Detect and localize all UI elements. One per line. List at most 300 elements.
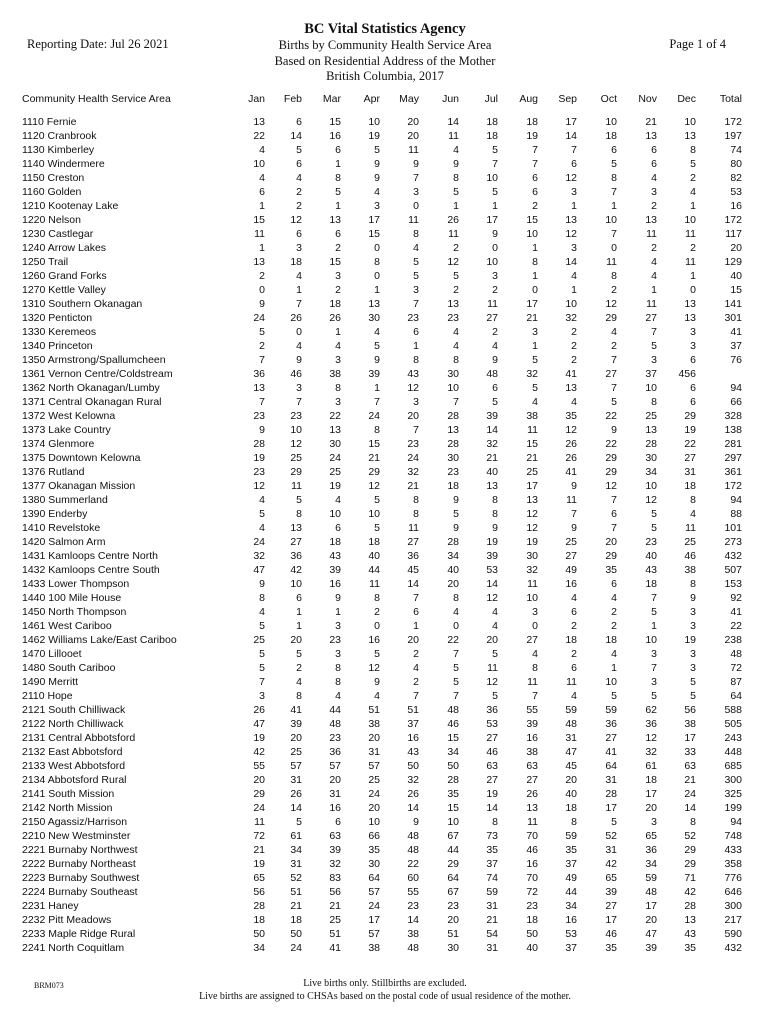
table-row bbox=[22, 507, 742, 521]
area-name-cell: 2221 Burnaby Northwest bbox=[22, 844, 138, 856]
count-cell: 40 bbox=[730, 270, 742, 282]
count-cell: 65 bbox=[253, 872, 265, 884]
count-cell: 16 bbox=[329, 578, 341, 590]
count-cell: 5 bbox=[453, 508, 459, 520]
count-cell: 11 bbox=[254, 228, 265, 240]
count-cell: 13 bbox=[526, 494, 538, 506]
count-cell: 72 bbox=[730, 662, 742, 674]
count-cell: 39 bbox=[486, 550, 498, 562]
table-row bbox=[22, 619, 742, 633]
count-cell: 12 bbox=[645, 732, 657, 744]
area-name-cell: 1120 Cranbrook bbox=[22, 130, 97, 142]
count-cell: 6 bbox=[335, 816, 341, 828]
column-header-mar: Mar bbox=[322, 93, 341, 105]
count-cell: 19 bbox=[684, 424, 696, 436]
count-cell: 34 bbox=[290, 844, 302, 856]
table-row bbox=[22, 829, 742, 843]
count-cell: 45 bbox=[407, 564, 419, 576]
count-cell: 10 bbox=[565, 298, 577, 310]
count-cell: 57 bbox=[368, 928, 380, 940]
count-cell: 8 bbox=[413, 494, 419, 506]
count-cell: 34 bbox=[253, 942, 265, 954]
area-name-cell: 1371 Central Okanagan Rural bbox=[22, 396, 162, 408]
count-cell: 8 bbox=[532, 256, 538, 268]
count-cell: 19 bbox=[253, 732, 265, 744]
count-cell: 199 bbox=[724, 802, 742, 814]
count-cell: 36 bbox=[290, 550, 302, 562]
count-cell: 9 bbox=[453, 158, 459, 170]
count-cell: 4 bbox=[651, 256, 657, 268]
table-row bbox=[22, 885, 742, 899]
count-cell: 34 bbox=[645, 858, 657, 870]
count-cell: 13 bbox=[645, 130, 657, 142]
count-cell: 26 bbox=[526, 788, 538, 800]
table-row bbox=[22, 395, 742, 409]
count-cell: 5 bbox=[492, 396, 498, 408]
count-cell: 64 bbox=[447, 872, 459, 884]
count-cell: 13 bbox=[447, 298, 459, 310]
count-cell: 243 bbox=[724, 732, 742, 744]
count-cell: 24 bbox=[253, 536, 265, 548]
count-cell: 5 bbox=[690, 676, 696, 688]
count-cell: 22 bbox=[730, 620, 742, 632]
count-cell: 9 bbox=[374, 676, 380, 688]
count-cell: 5 bbox=[611, 690, 617, 702]
count-cell: 24 bbox=[290, 942, 302, 954]
area-name-cell: 1310 Southern Okanagan bbox=[22, 298, 143, 310]
count-cell: 55 bbox=[526, 704, 538, 716]
count-cell: 4 bbox=[413, 242, 419, 254]
count-cell: 7 bbox=[296, 298, 302, 310]
area-name-cell: 1374 Glenmore bbox=[22, 438, 95, 450]
count-cell: 53 bbox=[486, 718, 498, 730]
count-cell: 11 bbox=[487, 662, 498, 674]
count-cell: 456 bbox=[678, 368, 696, 380]
count-cell: 23 bbox=[253, 466, 265, 478]
count-cell: 7 bbox=[453, 396, 459, 408]
count-cell: 23 bbox=[447, 900, 459, 912]
count-cell: 46 bbox=[605, 928, 617, 940]
count-cell: 7 bbox=[571, 508, 577, 520]
count-cell: 9 bbox=[259, 298, 265, 310]
count-cell: 21 bbox=[684, 774, 696, 786]
count-cell: 59 bbox=[645, 872, 657, 884]
count-cell: 4 bbox=[571, 270, 577, 282]
count-cell: 13 bbox=[447, 424, 459, 436]
count-cell: 31 bbox=[486, 900, 498, 912]
area-name-cell: 2224 Burnaby Southeast bbox=[22, 886, 138, 898]
count-cell: 6 bbox=[532, 186, 538, 198]
count-cell: 28 bbox=[605, 788, 617, 800]
count-cell: 5 bbox=[259, 508, 265, 520]
count-cell: 94 bbox=[730, 816, 742, 828]
count-cell: 28 bbox=[645, 438, 657, 450]
report-header bbox=[0, 20, 770, 85]
count-cell: 53 bbox=[730, 186, 742, 198]
count-cell: 1 bbox=[532, 270, 538, 282]
table-row bbox=[22, 801, 742, 815]
count-cell: 12 bbox=[645, 494, 657, 506]
count-cell: 23 bbox=[447, 466, 459, 478]
count-cell: 28 bbox=[253, 438, 265, 450]
count-cell: 18 bbox=[290, 256, 302, 268]
count-cell: 4 bbox=[259, 606, 265, 618]
count-cell: 36 bbox=[329, 746, 341, 758]
count-cell: 27 bbox=[486, 312, 498, 324]
count-cell: 300 bbox=[724, 774, 742, 786]
table-row bbox=[22, 255, 742, 269]
count-cell: 7 bbox=[532, 158, 538, 170]
count-cell: 0 bbox=[453, 620, 459, 632]
count-cell: 3 bbox=[651, 816, 657, 828]
count-cell: 7 bbox=[651, 326, 657, 338]
count-cell: 50 bbox=[407, 760, 419, 772]
count-cell: 32 bbox=[645, 746, 657, 758]
count-cell: 646 bbox=[724, 886, 742, 898]
count-cell: 505 bbox=[724, 718, 742, 730]
count-cell: 17 bbox=[486, 214, 498, 226]
count-cell: 37 bbox=[565, 942, 577, 954]
area-name-cell: 1361 Vernon Centre/Coldstream bbox=[22, 368, 173, 380]
area-name-cell: 1377 Okanagan Mission bbox=[22, 480, 136, 492]
count-cell: 35 bbox=[605, 564, 617, 576]
count-cell: 16 bbox=[730, 200, 742, 212]
count-cell: 13 bbox=[368, 298, 380, 310]
count-cell: 28 bbox=[447, 438, 459, 450]
count-cell: 42 bbox=[253, 746, 265, 758]
count-cell: 7 bbox=[296, 396, 302, 408]
count-cell: 18 bbox=[368, 536, 380, 548]
count-cell: 43 bbox=[407, 746, 419, 758]
count-cell: 83 bbox=[329, 872, 341, 884]
count-cell: 19 bbox=[684, 634, 696, 646]
count-cell: 2 bbox=[571, 648, 577, 660]
count-cell: 1 bbox=[374, 284, 380, 296]
count-cell: 5 bbox=[453, 186, 459, 198]
count-cell: 38 bbox=[684, 564, 696, 576]
count-cell: 5 bbox=[690, 158, 696, 170]
area-name-cell: 1440 100 Mile House bbox=[22, 592, 122, 604]
count-cell: 24 bbox=[368, 788, 380, 800]
count-cell: 59 bbox=[565, 830, 577, 842]
count-cell: 19 bbox=[526, 536, 538, 548]
count-cell: 94 bbox=[730, 382, 742, 394]
count-cell: 1 bbox=[335, 200, 341, 212]
count-cell: 15 bbox=[526, 214, 538, 226]
area-name-cell: 1340 Princeton bbox=[22, 340, 93, 352]
count-cell: 39 bbox=[486, 410, 498, 422]
count-cell: 3 bbox=[532, 326, 538, 338]
count-cell: 6 bbox=[335, 228, 341, 240]
count-cell: 4 bbox=[690, 186, 696, 198]
count-cell: 129 bbox=[724, 256, 742, 268]
count-cell: 9 bbox=[690, 592, 696, 604]
count-cell: 11 bbox=[646, 298, 657, 310]
count-cell: 14 bbox=[684, 802, 696, 814]
count-cell: 12 bbox=[605, 298, 617, 310]
count-cell: 48 bbox=[407, 844, 419, 856]
count-cell: 24 bbox=[329, 452, 341, 464]
count-cell: 41 bbox=[605, 746, 617, 758]
count-cell: 1 bbox=[335, 158, 341, 170]
count-cell: 2 bbox=[374, 606, 380, 618]
table-row bbox=[22, 451, 742, 465]
count-cell: 17 bbox=[684, 732, 696, 744]
area-name-cell: 1260 Grand Forks bbox=[22, 270, 107, 282]
count-cell: 74 bbox=[486, 872, 498, 884]
count-cell: 6 bbox=[296, 228, 302, 240]
count-cell: 51 bbox=[290, 886, 302, 898]
count-cell: 14 bbox=[565, 130, 577, 142]
count-cell: 3 bbox=[413, 396, 419, 408]
count-cell: 21 bbox=[526, 312, 538, 324]
count-cell: 70 bbox=[526, 872, 538, 884]
count-cell: 1 bbox=[532, 340, 538, 352]
count-cell: 9 bbox=[335, 592, 341, 604]
count-cell: 25 bbox=[329, 914, 341, 926]
count-cell: 4 bbox=[453, 144, 459, 156]
count-cell: 29 bbox=[684, 858, 696, 870]
area-name-cell: 2110 Hope bbox=[22, 690, 73, 702]
count-cell: 0 bbox=[492, 242, 498, 254]
table-row bbox=[22, 465, 742, 479]
count-cell: 18 bbox=[565, 634, 577, 646]
count-cell: 42 bbox=[290, 564, 302, 576]
count-cell: 8 bbox=[453, 592, 459, 604]
count-cell: 0 bbox=[259, 284, 265, 296]
area-name-cell: 1390 Enderby bbox=[22, 508, 88, 520]
count-cell: 8 bbox=[335, 662, 341, 674]
count-cell: 19 bbox=[368, 130, 380, 142]
count-cell: 7 bbox=[611, 522, 617, 534]
count-cell: 507 bbox=[724, 564, 742, 576]
count-cell: 37 bbox=[645, 368, 657, 380]
table-row bbox=[22, 297, 742, 311]
count-cell: 27 bbox=[645, 312, 657, 324]
count-cell: 11 bbox=[566, 676, 577, 688]
count-cell: 15 bbox=[447, 802, 459, 814]
count-cell: 3 bbox=[690, 662, 696, 674]
count-cell: 13 bbox=[684, 298, 696, 310]
count-cell: 30 bbox=[447, 942, 459, 954]
count-cell: 14 bbox=[290, 802, 302, 814]
count-cell: 22 bbox=[605, 438, 617, 450]
table-row bbox=[22, 521, 742, 535]
count-cell: 6 bbox=[296, 592, 302, 604]
count-cell: 34 bbox=[447, 746, 459, 758]
count-cell: 40 bbox=[565, 788, 577, 800]
count-cell: 46 bbox=[447, 718, 459, 730]
count-cell: 12 bbox=[407, 382, 419, 394]
area-name-cell: 1362 North Okanagan/Lumby bbox=[22, 382, 160, 394]
count-cell: 4 bbox=[259, 144, 265, 156]
table-row bbox=[22, 577, 742, 591]
count-cell: 11 bbox=[487, 298, 498, 310]
count-cell: 13 bbox=[253, 256, 265, 268]
count-cell: 2 bbox=[453, 284, 459, 296]
area-name-cell: 1490 Merritt bbox=[22, 676, 79, 688]
count-cell: 12 bbox=[486, 676, 498, 688]
count-cell: 48 bbox=[407, 942, 419, 954]
count-cell: 17 bbox=[368, 914, 380, 926]
count-cell: 15 bbox=[329, 256, 341, 268]
count-cell: 6 bbox=[335, 522, 341, 534]
count-cell: 3 bbox=[690, 648, 696, 660]
count-cell: 57 bbox=[368, 886, 380, 898]
count-cell: 61 bbox=[290, 830, 302, 842]
count-cell: 138 bbox=[724, 424, 742, 436]
count-cell: 87 bbox=[730, 676, 742, 688]
count-cell: 17 bbox=[645, 788, 657, 800]
count-cell: 20 bbox=[486, 634, 498, 646]
count-cell: 0 bbox=[374, 242, 380, 254]
count-cell: 5 bbox=[651, 508, 657, 520]
count-cell: 9 bbox=[413, 158, 419, 170]
area-name-cell: 2142 North Mission bbox=[22, 802, 113, 814]
area-name-cell: 1210 Kootenay Lake bbox=[22, 200, 119, 212]
count-cell: 5 bbox=[453, 662, 459, 674]
table-row bbox=[22, 815, 742, 829]
count-cell: 22 bbox=[684, 438, 696, 450]
count-cell: 40 bbox=[447, 564, 459, 576]
count-cell: 5 bbox=[259, 662, 265, 674]
count-cell: 1 bbox=[453, 200, 459, 212]
page-indicator: Page 1 of 4 bbox=[669, 37, 726, 51]
count-cell: 39 bbox=[368, 368, 380, 380]
count-cell: 23 bbox=[407, 312, 419, 324]
count-cell: 57 bbox=[329, 760, 341, 772]
count-cell: 16 bbox=[526, 732, 538, 744]
count-cell: 11 bbox=[685, 522, 696, 534]
count-cell: 15 bbox=[447, 732, 459, 744]
report-basis: Based on Residential Address of the Mother bbox=[274, 53, 496, 68]
table-row bbox=[22, 605, 742, 619]
count-cell: 4 bbox=[374, 690, 380, 702]
count-cell: 41 bbox=[730, 326, 742, 338]
count-cell: 38 bbox=[407, 928, 419, 940]
count-cell: 15 bbox=[368, 228, 380, 240]
count-cell: 17 bbox=[605, 914, 617, 926]
count-cell: 26 bbox=[407, 788, 419, 800]
count-cell: 8 bbox=[413, 228, 419, 240]
table-row bbox=[22, 773, 742, 787]
count-cell: 361 bbox=[724, 466, 742, 478]
count-cell: 23 bbox=[407, 900, 419, 912]
count-cell: 18 bbox=[486, 116, 498, 128]
count-cell: 11 bbox=[527, 578, 538, 590]
count-cell: 10 bbox=[645, 480, 657, 492]
count-cell: 11 bbox=[527, 816, 538, 828]
count-cell: 23 bbox=[645, 536, 657, 548]
count-cell: 23 bbox=[526, 900, 538, 912]
count-cell: 35 bbox=[447, 788, 459, 800]
column-header-jun: Jun bbox=[442, 93, 459, 105]
table-row bbox=[22, 759, 742, 773]
area-name-cell: 2121 South Chilliwack bbox=[22, 704, 126, 716]
count-cell: 1 bbox=[690, 200, 696, 212]
count-cell: 46 bbox=[526, 844, 538, 856]
count-cell: 2 bbox=[571, 354, 577, 366]
count-cell: 12 bbox=[368, 662, 380, 674]
count-cell: 46 bbox=[290, 368, 302, 380]
count-cell: 20 bbox=[407, 130, 419, 142]
count-cell: 21 bbox=[486, 914, 498, 926]
count-cell: 5 bbox=[374, 340, 380, 352]
area-name-cell: 1420 Salmon Arm bbox=[22, 536, 106, 548]
column-header-apr: Apr bbox=[363, 93, 380, 105]
count-cell: 27 bbox=[486, 732, 498, 744]
count-cell: 4 bbox=[492, 340, 498, 352]
count-cell: 29 bbox=[290, 466, 302, 478]
area-name-cell: 1410 Revelstoke bbox=[22, 522, 101, 534]
count-cell: 5 bbox=[492, 144, 498, 156]
count-cell: 14 bbox=[407, 802, 419, 814]
count-cell: 41 bbox=[329, 942, 341, 954]
area-name-cell: 2122 North Chilliwack bbox=[22, 718, 124, 730]
count-cell: 14 bbox=[486, 578, 498, 590]
count-cell: 2 bbox=[651, 200, 657, 212]
count-cell: 12 bbox=[253, 480, 265, 492]
count-cell: 23 bbox=[447, 312, 459, 324]
count-cell: 7 bbox=[611, 186, 617, 198]
count-cell: 50 bbox=[253, 928, 265, 940]
table-row bbox=[22, 647, 742, 661]
count-cell: 29 bbox=[253, 788, 265, 800]
count-cell: 8 bbox=[611, 270, 617, 282]
area-name-cell: 2223 Burnaby Southwest bbox=[22, 872, 140, 884]
count-cell: 49 bbox=[565, 564, 577, 576]
table-row bbox=[22, 787, 742, 801]
count-cell: 22 bbox=[605, 410, 617, 422]
count-cell: 61 bbox=[645, 760, 657, 772]
area-name-cell: 1373 Lake Country bbox=[22, 424, 111, 436]
count-cell: 1 bbox=[296, 620, 302, 632]
area-name-cell: 1330 Keremeos bbox=[22, 326, 97, 338]
count-cell: 3 bbox=[571, 242, 577, 254]
table-row bbox=[22, 591, 742, 605]
count-cell: 27 bbox=[684, 452, 696, 464]
count-cell: 2 bbox=[532, 200, 538, 212]
count-cell: 5 bbox=[492, 690, 498, 702]
area-name-cell: 1461 West Cariboo bbox=[22, 620, 112, 632]
count-cell: 18 bbox=[486, 130, 498, 142]
count-cell: 7 bbox=[413, 690, 419, 702]
count-cell: 17 bbox=[368, 214, 380, 226]
count-cell: 5 bbox=[453, 270, 459, 282]
area-name-cell: 1110 Fernie bbox=[22, 116, 77, 128]
table-row bbox=[22, 325, 742, 339]
count-cell: 9 bbox=[571, 480, 577, 492]
count-cell: 51 bbox=[447, 928, 459, 940]
count-cell: 8 bbox=[492, 508, 498, 520]
count-cell: 20 bbox=[447, 578, 459, 590]
table-row bbox=[22, 129, 742, 143]
count-cell: 36 bbox=[605, 718, 617, 730]
table-row bbox=[22, 381, 742, 395]
area-name-cell: 1220 Nelson bbox=[22, 214, 81, 226]
count-cell: 57 bbox=[368, 760, 380, 772]
table-row bbox=[22, 535, 742, 549]
count-cell: 3 bbox=[690, 340, 696, 352]
count-cell: 41 bbox=[565, 368, 577, 380]
count-cell: 20 bbox=[645, 802, 657, 814]
count-cell: 16 bbox=[329, 130, 341, 142]
count-cell: 8 bbox=[492, 494, 498, 506]
count-cell: 0 bbox=[690, 284, 696, 296]
count-cell: 273 bbox=[724, 536, 742, 548]
count-cell: 7 bbox=[571, 144, 577, 156]
count-cell: 7 bbox=[413, 172, 419, 184]
